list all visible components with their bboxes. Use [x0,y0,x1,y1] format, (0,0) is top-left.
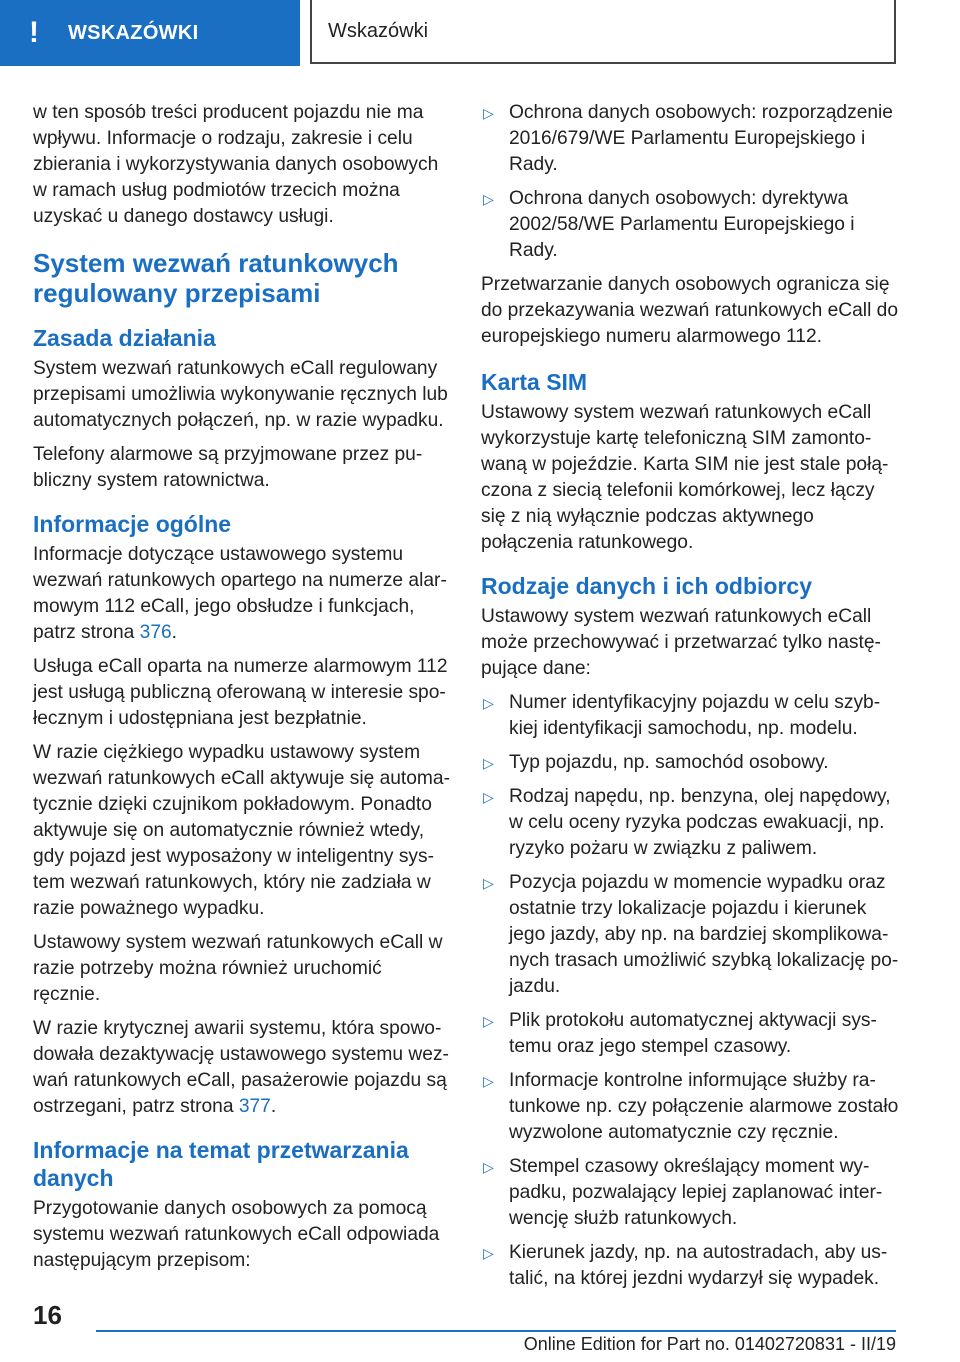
main-heading: System wezwań ratunkowych regulowany przepisami [33,248,399,308]
page-link-377[interactable]: 377 [238,1096,271,1117]
paragraph: System wezwań ratunkowych eCall regulowany przepisami umożliwia wykonywanie ręcznych lub automatycznych połączeń, np. w razie wypadku. [33,358,448,431]
paragraph: Przetwarzanie danych osobowych ogranicza się do przekazywania wezwań ratunkowych eCall do europejskiego numeru alarmowego 112. [481,274,899,347]
list-item-text: Plik protokołu automatycznej aktywacji systemu oraz jego stempel czasowy. [509,1010,877,1057]
list-item-text: Kierunek jazdy, np. na autostradach, aby ustalić, na której jezdni wydarzył się wypadek. [509,1242,888,1289]
page-link-376[interactable]: 376 [139,622,172,643]
paragraph-text: . [270,1096,277,1117]
paragraph-text: W razie krytycznej awarii systemu, która spowodowała dezaktywację ustawowego systemu wezwań ratunkowych eCall, pasażerowie pojazdu są ostrzegani, patrz strona [33,1018,449,1117]
paragraph: Ustawowy system wezwań ratunkowych eCall może przechowywać i przetwarzać tylko następujące dane: [481,606,881,679]
list-item-text: Rodzaj napędu, np. benzyna, olej napędowy, w celu oceny ryzyka podczas ewakuacji, np. ryzyko pożaru w związku z paliwem. [509,786,891,859]
triangle-bullet-icon: ▷ [483,1013,494,1029]
paragraph-text: Informacje dotyczące ustawowego systemu wezwań ratunkowych opartego na numerze alarmowym 112 eCall, jego obsłudze i funkcjach, patrz strona [33,544,447,643]
triangle-bullet-icon: ▷ [483,1073,494,1089]
paragraph [33,542,451,646]
list-item [481,1154,901,1232]
list-item-text: Ochrona danych osobowych: dyrektywa 2002/58/WE Parlamentu Europejskiego i Rady. [509,188,855,261]
heading-principle: Zasada działania [33,325,216,351]
list-item [481,186,901,264]
regulations-list [481,100,901,264]
heading-general-info: Informacje ogólne [33,511,232,537]
paragraph-text: . [171,622,178,643]
data-types-list [481,690,901,1292]
list-item-text: Pozycja pojazdu w momencie wypadku oraz ostatnie trzy lokalizacje pojazdu i kierunek jego jazdy, aby np. na bardziej skomplikowanych trasach umożliwić szybką lokalizację pojazdu. [509,872,899,997]
footer-divider [96,1330,896,1332]
triangle-bullet-icon: ▷ [483,191,494,207]
paragraph: Ustawowy system wezwań ratunkowych eCall w razie potrzeby można również uruchomić ręcznie. [33,932,443,1005]
paragraph: Telefony alarmowe są przyjmowane przez publiczny system ratownictwa. [33,444,423,491]
list-item-text: Numer identyfikacyjny pojazdu w celu szybkiej identyfikacji samochodu, np. modelu. [509,692,881,739]
triangle-bullet-icon: ▷ [483,755,494,771]
edition-text: Online Edition for Part no. 01402720831 - II/19 [523,1334,896,1354]
page-number: 16 [33,1300,62,1330]
list-item-text: Ochrona danych osobowych: rozporządzenie 2016/679/WE Parlamentu Europejskiego i Rady. [509,102,893,175]
section-title: Wskazówki [310,0,896,64]
exclamation-icon: ! [29,16,39,49]
list-item [481,100,901,178]
chapter-tab-label: WSKAZÓWKI [68,21,199,44]
paragraph: Usługa eCall oparta na numerze alarmowym 112 jest usługą publiczną oferowaną w interesie społecznym i udostępniana jest bezpłatnie. [33,656,448,729]
list-item-text: Typ pojazdu, np. samochód osobowy. [509,752,829,773]
right-column [481,100,901,1300]
paragraph: W razie ciężkiego wypadku ustawowy system wezwań ratunkowych eCall aktywuje się automatycznie dzięki czujnikom pokładowym. Ponadto aktywuje się on automatycznie również wtedy, gdy pojazd jest wyposażony w inteligentny system wezwań ratunkowych, który nie zadziała w razie poważnego wypadku. [33,742,450,919]
list-item-text: Informacje kontrolne informujące służby ratunkowe np. czy połączenie alarmowe zostało wyzwolone automatycznie czy ręcznie. [509,1070,899,1143]
triangle-bullet-icon: ▷ [483,1159,494,1175]
triangle-bullet-icon: ▷ [483,105,494,121]
list-item [481,1240,901,1292]
list-item [481,1068,901,1146]
list-item [481,784,901,862]
paragraph: Ustawowy system wezwań ratunkowych eCall wykorzystuje kartę telefoniczną SIM zamontowaną w pojeździe. Karta SIM nie jest stale połączona z siecią telefonii komórkowej, lecz łączy się z nią wyłącznie podczas aktywnego połączenia ratunkowego. [481,402,889,553]
intro-paragraph: w ten sposób treści producent pojazdu nie ma wpływu. Informacje o rodzaju, zakresie i celu zbierania i wykorzystywania danych osobowych w ramach usług podmiotów trzecich można uzyskać u danego dostawcy usługi. [33,102,439,227]
list-item [481,750,901,776]
triangle-bullet-icon: ▷ [483,789,494,805]
triangle-bullet-icon: ▷ [483,695,494,711]
list-item [481,870,901,1000]
heading-sim-card: Karta SIM [481,369,588,395]
triangle-bullet-icon: ▷ [483,1245,494,1261]
paragraph: Przygotowanie danych osobowych za pomocą systemu wezwań ratunkowych eCall odpowiada następującym przepisom: [33,1198,440,1271]
paragraph [33,1016,451,1120]
list-item-text: Stempel czasowy określający moment wypadku, pozwalający lepiej zaplanować interwencję służb ratunkowych. [509,1156,883,1229]
list-item [481,690,901,742]
left-column [33,100,451,1282]
triangle-bullet-icon: ▷ [483,875,494,891]
chapter-tab [0,0,300,66]
heading-data-types: Rodzaje danych i ich odbiorcy [481,573,813,599]
heading-data-processing: Informacje na temat przetwarzania danych [33,1137,409,1191]
list-item [481,1008,901,1060]
